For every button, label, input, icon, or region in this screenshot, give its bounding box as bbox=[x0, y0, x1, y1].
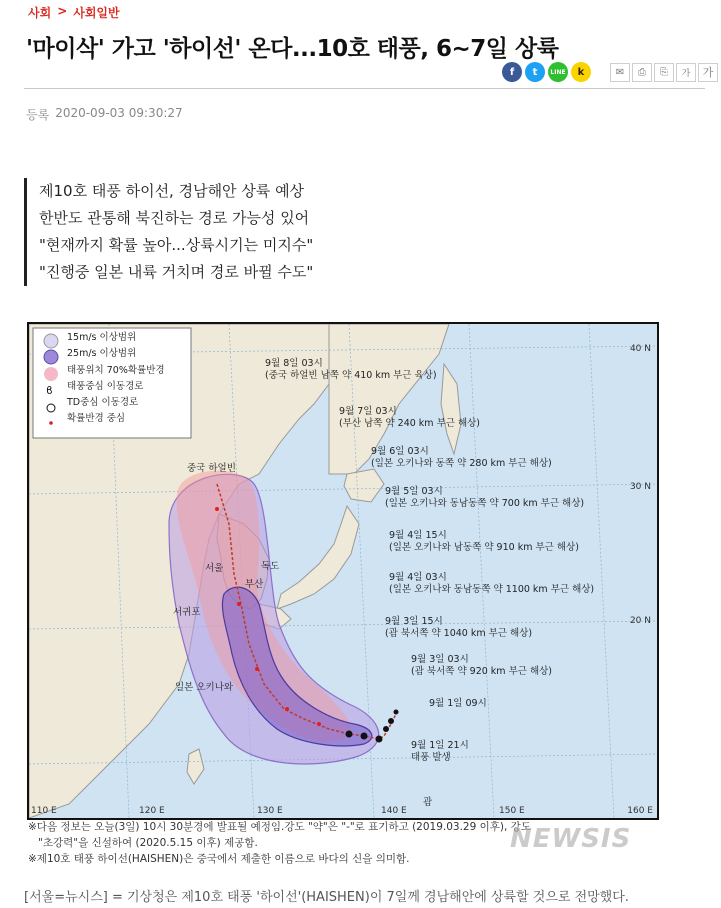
forecast-time: 9월 4일 03시 bbox=[389, 572, 447, 583]
font-increase-button[interactable]: 가 bbox=[698, 63, 718, 82]
place-label: 서울 bbox=[205, 563, 224, 574]
lon-label: 140 E bbox=[381, 806, 407, 816]
place-label: 일본 오키나와 bbox=[175, 682, 234, 693]
figure-caption bbox=[28, 819, 531, 867]
forecast-desc: (일본 오키나와 동남동쪽 약 1100 km 부근 해상) bbox=[389, 584, 595, 595]
forecast-time: 9월 3일 15시 bbox=[385, 616, 443, 627]
forecast-desc: 태풍 발생 bbox=[411, 752, 451, 763]
caption-line: "초강력"을 신설하여 (2020.5.15 이후) 제공함. bbox=[38, 837, 258, 849]
forecast-desc: (일본 오키나와 동쪽 약 280 km 부근 해상) bbox=[371, 458, 552, 469]
legend-item: 태풍중심 이동경로 bbox=[67, 380, 144, 392]
forecast-time: 9월 1일 09시 bbox=[429, 698, 487, 709]
forecast-desc: (괌 북서쪽 약 1040 km 부근 해상) bbox=[385, 628, 533, 639]
forecast-time: 9월 6일 03시 bbox=[371, 446, 429, 457]
forecast-time: 9월 1일 21시 bbox=[411, 740, 469, 751]
forecast-annotations bbox=[29, 324, 657, 818]
place-label: 괌 bbox=[423, 797, 433, 808]
forecast-time: 9월 4일 15시 bbox=[389, 530, 447, 541]
forecast-desc: (괌 북서쪽 약 920 km 부근 해상) bbox=[411, 666, 553, 677]
legend-item: 태풍위치 70%확률반경 bbox=[67, 364, 165, 376]
forecast-item bbox=[385, 486, 584, 510]
place-label: 부산 bbox=[245, 579, 264, 590]
legend-item: 15m/s 이상범위 bbox=[67, 332, 137, 343]
forecast-item bbox=[339, 406, 480, 430]
typhoon-forecast-map bbox=[27, 322, 659, 820]
legend-item: 25m/s 이상범위 bbox=[67, 348, 137, 360]
forecast-item bbox=[411, 654, 552, 678]
article-lede: [서울=뉴시스] = 기상청은 제10호 태풍 '하이선'(HAISHEN)이 7일께 경남해안에 상륙할 것으로 전망했다. bbox=[24, 890, 629, 905]
forecast-time: 9월 3일 03시 bbox=[411, 654, 469, 665]
print-icon[interactable]: ⎙ bbox=[632, 63, 652, 82]
caption-line: ※제10호 태풍 하이선(HAISHEN)은 중국에서 제출한 이름으로 바다의 신을 의미함. bbox=[28, 853, 410, 865]
lon-label: 120 E bbox=[139, 806, 165, 816]
forecast-item bbox=[411, 740, 469, 764]
header-divider bbox=[24, 88, 705, 89]
lon-label: 150 E bbox=[499, 806, 525, 816]
place-label: 중국 하얼빈 bbox=[187, 463, 236, 474]
summary-line: 한반도 관통해 북진하는 경로 가능성 있어 bbox=[39, 209, 310, 227]
summary-line: 제10호 태풍 하이선, 경남해안 상륙 예상 bbox=[39, 182, 305, 200]
publish-date-label: 등록 bbox=[26, 108, 50, 122]
lat-label: 30 N bbox=[629, 482, 651, 492]
lon-label: 160 E bbox=[627, 806, 653, 816]
line-share-icon[interactable]: LINE bbox=[548, 62, 568, 82]
lat-label: 20 N bbox=[629, 616, 651, 626]
legend-item: TD중심 이동경로 bbox=[67, 397, 139, 409]
kakaostory-share-icon[interactable]: k bbox=[571, 62, 591, 82]
summary-line: "현재까지 확률 높아...상륙시기는 미지수" bbox=[39, 236, 314, 254]
caption-line: ※다음 정보는 오늘(3일) 10시 30분경에 발표될 예정임.강도 "약"은 "-"로 표기하고 (2019.03.29 이후), 강도 bbox=[28, 821, 531, 833]
forecast-item bbox=[389, 572, 594, 596]
facebook-share-icon[interactable]: f bbox=[502, 62, 522, 82]
forecast-item bbox=[371, 446, 552, 470]
forecast-desc: (중국 하얼빈 남쪽 약 410 km 부근 육상) bbox=[265, 370, 437, 381]
breadcrumb bbox=[28, 4, 120, 21]
breadcrumb-subsection[interactable]: 사회일반 bbox=[73, 6, 120, 20]
twitter-share-icon[interactable]: t bbox=[525, 62, 545, 82]
svg-text:ϐ: ϐ bbox=[46, 384, 53, 397]
forecast-time: 9월 7일 03시 bbox=[339, 406, 397, 417]
forecast-desc: (부산 남쪽 약 240 km 부근 해상) bbox=[339, 418, 481, 429]
place-label: 독도 bbox=[261, 561, 280, 572]
email-icon[interactable]: ✉ bbox=[610, 63, 630, 82]
place-label: 서귀포 bbox=[173, 607, 201, 618]
summary-line: "진행중 일본 내륙 거치며 경로 바뀔 수도" bbox=[39, 263, 314, 281]
forecast-time: 9월 8일 03시 bbox=[265, 358, 323, 369]
breadcrumb-separator: > bbox=[57, 4, 68, 18]
article-summary bbox=[24, 178, 313, 286]
forecast-item bbox=[429, 698, 487, 710]
forecast-item bbox=[265, 358, 437, 382]
lon-label: 110 E bbox=[31, 806, 57, 816]
lon-label: 130 E bbox=[257, 806, 283, 816]
legend-item: 확률반경 중심 bbox=[67, 413, 126, 425]
share-toolbar bbox=[502, 62, 718, 82]
newsis-watermark: NEWSIS bbox=[510, 824, 632, 854]
breadcrumb-section[interactable]: 사회 bbox=[28, 6, 52, 20]
forecast-time: 9월 5일 03시 bbox=[385, 486, 443, 497]
publish-date-value: 2020-09-03 09:30:27 bbox=[55, 106, 183, 120]
article-headline: '마이삭' 가고 '하이선' 온다...10호 태풍, 6~7일 상륙 bbox=[26, 36, 559, 62]
forecast-item bbox=[389, 530, 579, 554]
pdf-icon[interactable]: ⎘ bbox=[654, 63, 674, 82]
forecast-desc: (일본 오키나와 동남동쪽 약 700 km 부근 해상) bbox=[385, 498, 585, 509]
lat-label: 40 N bbox=[629, 344, 651, 354]
forecast-desc: (일본 오키나와 남동쪽 약 910 km 부근 해상) bbox=[389, 542, 579, 553]
font-decrease-button[interactable]: 가 bbox=[676, 63, 696, 82]
publish-date bbox=[26, 106, 183, 123]
forecast-item bbox=[385, 616, 532, 640]
